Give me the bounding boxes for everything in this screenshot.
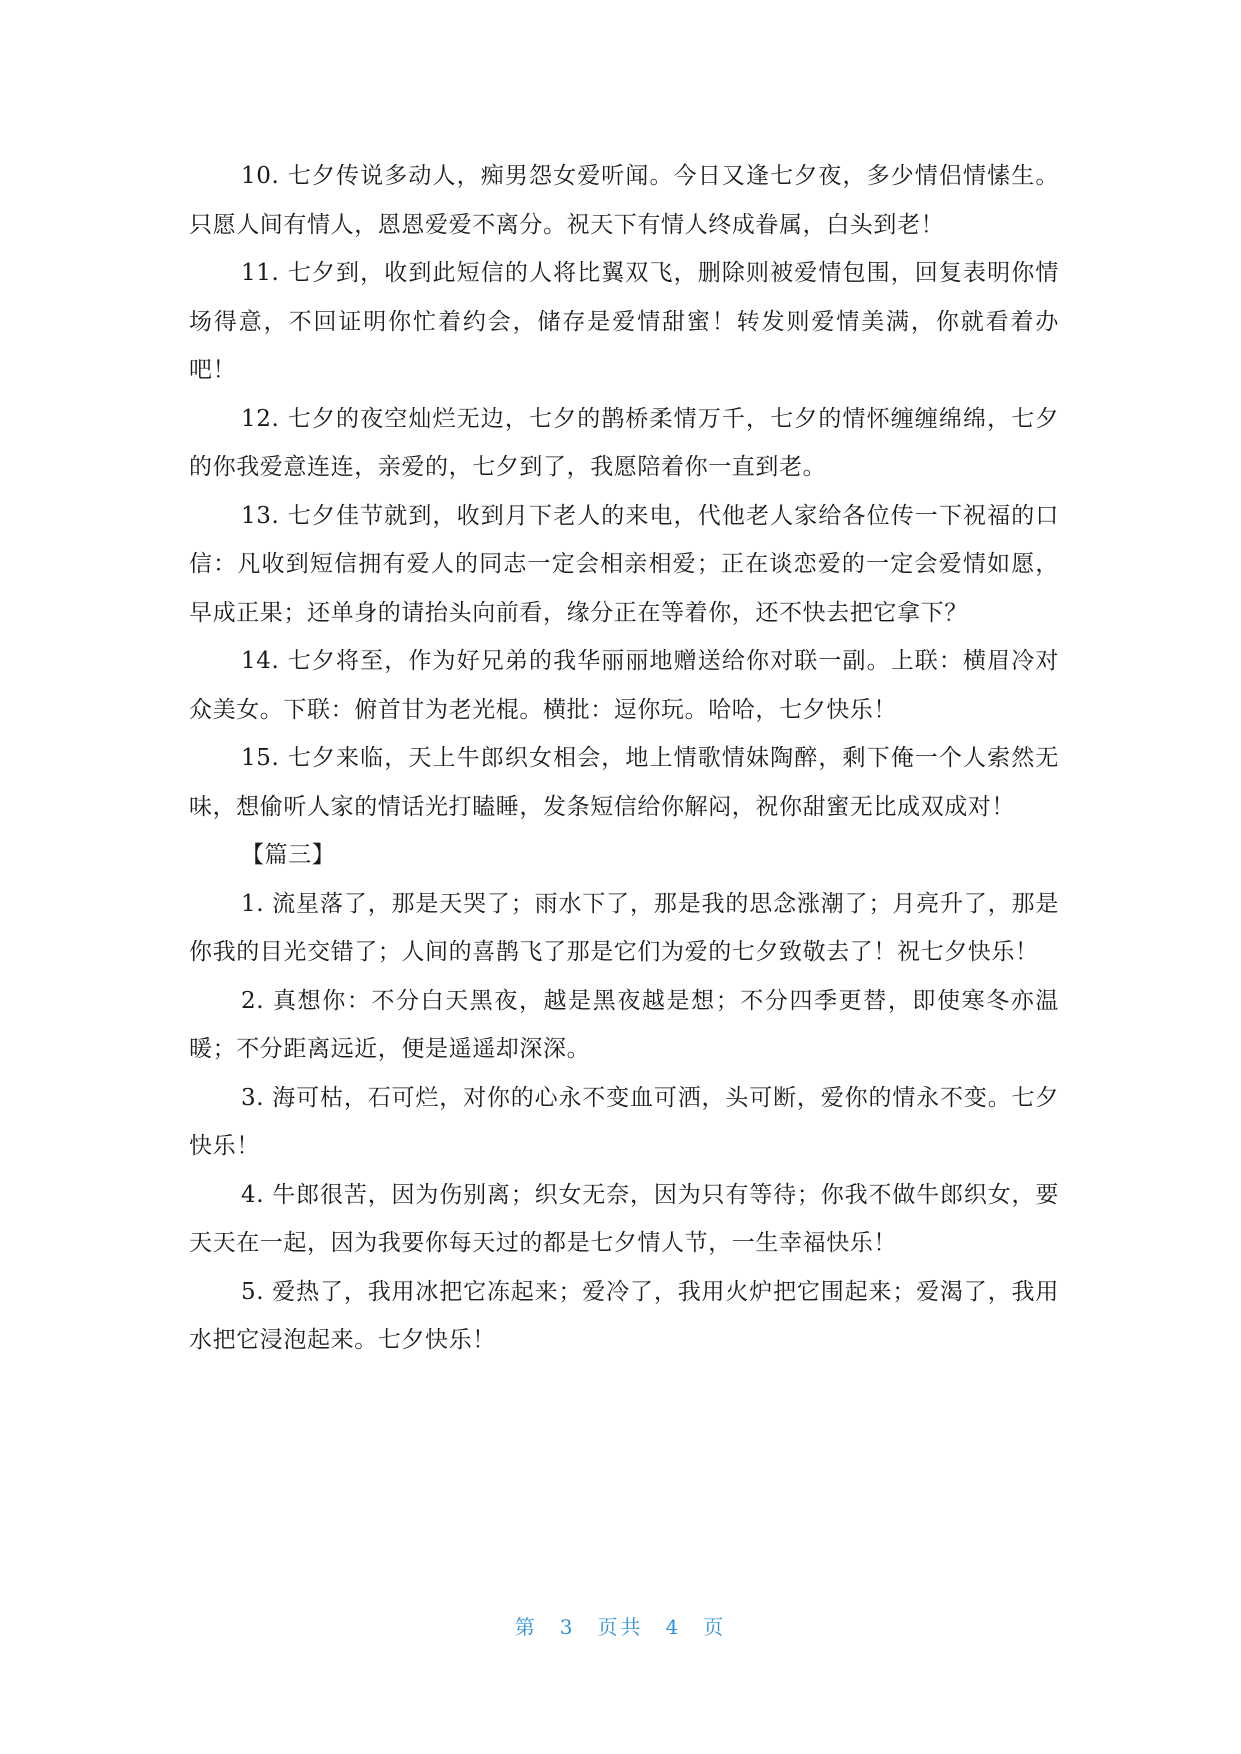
paragraph-wish-1: 1. 流星落了，那是天哭了；雨水下了，那是我的思念涨潮了；月亮升了，那是你我的目光交错了；人间的喜鹊飞了那是它们为爱的七夕致敬去了！祝七夕快乐！ (189, 890, 1059, 965)
footer-current-page: 3 (559, 1615, 576, 1639)
paragraph-wish-10: 10. 七夕传说多动人，痴男怨女爱听闻。今日又逢七夕夜，多少情侣情愫生。只愿人间有情人，恩恩爱爱不离分。祝天下有情人终成眷属，白头到老！ (189, 163, 1059, 238)
footer-page-word: 第 (514, 1615, 538, 1639)
paragraph-wish-13: 13. 七夕佳节就到，收到月下老人的来电，代他老人家给各位传一下祝福的口信：凡收到短信拥有爱人的同志一定会相亲相爱；正在谈恋爱的一定会爱情如愿，早成正果；还单身的请抬头向前看，缘分正在等着你，还不快去把它拿下？ (189, 502, 1059, 626)
paragraph-wish-4: 4. 牛郎很苦，因为伤别离；织女无奈，因为只有等待；你我不做牛郎织女，要天天在一起，因为我要你每天过的都是七夕情人节，一生幸福快乐！ (189, 1181, 1059, 1256)
paragraph-wish-14: 14. 七夕将至，作为好兄弟的我华丽丽地赠送给你对联一副。上联：横眉冷对众美女。下联：俯首甘为老光棍。横批：逗你玩。哈哈，七夕快乐！ (189, 648, 1059, 723)
page-footer (0, 1611, 1241, 1640)
paragraph-wish-15: 15. 七夕来临，天上牛郎织女相会，地上情歌情妹陶醉，剩下俺一个人索然无味，想偷听人家的情话光打瞌睡，发条短信给你解闷，祝你甜蜜无比成双成对！ (189, 745, 1059, 820)
footer-page-suffix: 页 (703, 1615, 727, 1639)
page-content (189, 152, 1059, 1365)
footer-total-pages: 4 (665, 1615, 682, 1639)
footer-total-word: 页共 (597, 1615, 644, 1639)
paragraph-wish-3: 3. 海可枯，石可烂，对你的心永不变血可洒，头可断，爱你的情永不变。七夕快乐！ (189, 1084, 1059, 1159)
paragraph-wish-5: 5. 爱热了，我用冰把它冻起来；爱冷了，我用火炉把它围起来；爱渴了，我用水把它浸泡起来。七夕快乐！ (189, 1278, 1059, 1353)
paragraph-wish-12: 12. 七夕的夜空灿烂无边，七夕的鹊桥柔情万千，七夕的情怀缠缠绵绵，七夕的你我爱意连连，亲爱的，七夕到了，我愿陪着你一直到老。 (189, 405, 1059, 480)
section-heading-part-three: 【篇三】 (241, 842, 336, 868)
paragraph-wish-11: 11. 七夕到，收到此短信的人将比翼双飞，删除则被爱情包围，回复表明你情场得意，不回证明你忙着约会，储存是爱情甜蜜！转发则爱情美满，你就看着办吧！ (189, 260, 1059, 383)
paragraph-wish-2: 2. 真想你：不分白天黑夜，越是黑夜越是想；不分四季更替，即使寒冬亦温暖；不分距离远近，便是遥遥却深深。 (189, 987, 1059, 1062)
